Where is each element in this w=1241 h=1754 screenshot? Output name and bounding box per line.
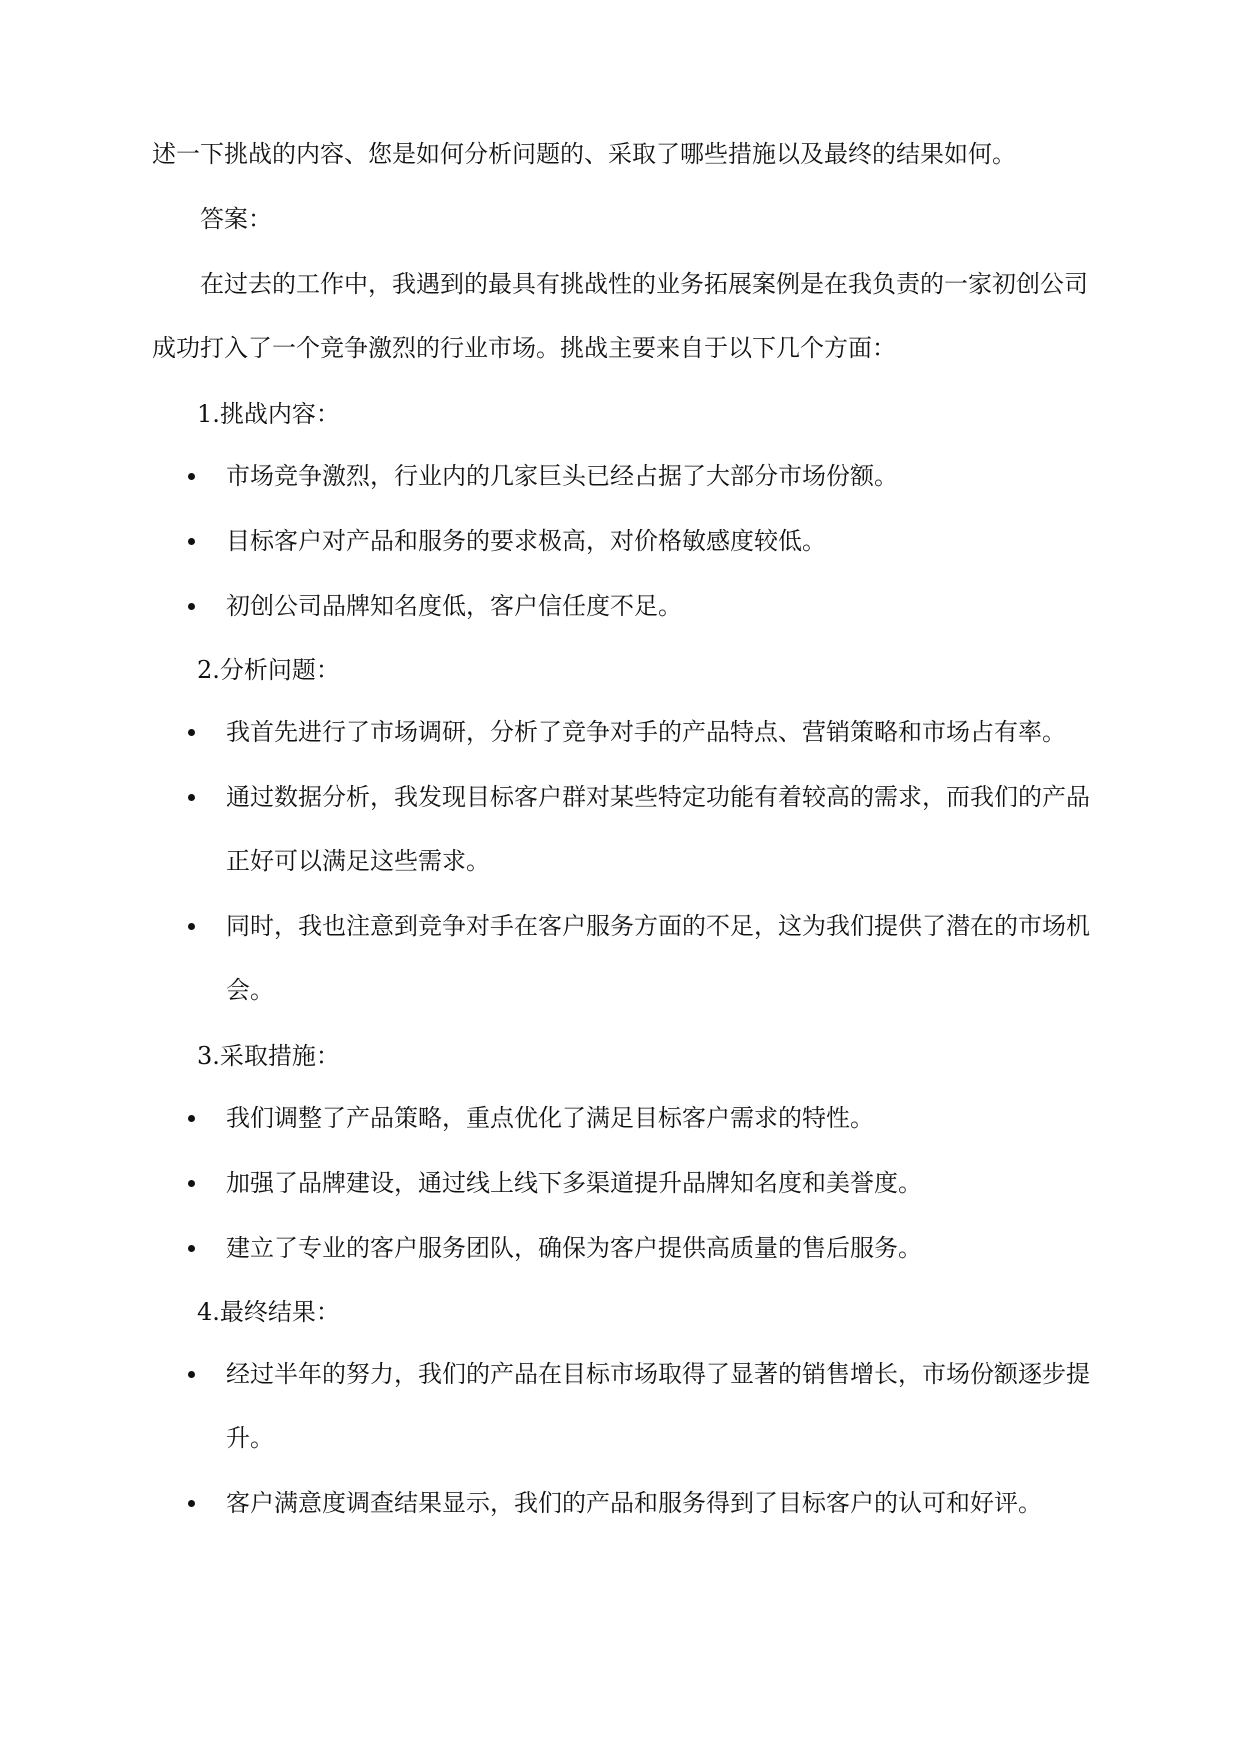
list-item: 我们调整了产品策略，重点优化了满足目标客户需求的特性。 <box>152 1102 1102 1134</box>
section-heading-actions: 3.采取措施： <box>197 1042 340 1070</box>
answer-label: 答案： <box>200 205 272 233</box>
bullet-icon <box>188 729 195 736</box>
bullet-icon <box>188 794 195 801</box>
section-heading-analysis: 2.分析问题： <box>197 656 340 684</box>
list-item: 客户满意度调查结果显示，我们的产品和服务得到了目标客户的认可和好评。 <box>152 1487 1102 1519</box>
section-heading-challenge: 1.挑战内容： <box>197 400 340 428</box>
bullet-icon <box>188 603 195 610</box>
list-item: 目标客户对产品和服务的要求极高，对价格敏感度较低。 <box>152 525 1102 557</box>
intro-line: 述一下挑战的内容、您是如何分析问题的、采取了哪些措施以及最终的结果如何。 <box>152 140 1016 168</box>
summary-paragraph: 在过去的工作中，我遇到的最具有挑战性的业务拓展案例是在我负责的一家初创公司成功打入了一个竞争激烈的行业市场。挑战主要来自于以下几个方面： <box>152 270 1088 362</box>
actions-list <box>152 1102 1102 1264</box>
section-heading-results: 4.最终结果： <box>197 1298 340 1326</box>
document-content <box>152 138 1102 1519</box>
bullet-icon <box>188 473 195 480</box>
list-item: 我首先进行了市场调研，分析了竞争对手的产品特点、营销策略和市场占有率。 <box>152 716 1102 748</box>
bullet-icon <box>188 1371 195 1378</box>
bullet-icon <box>188 923 195 930</box>
list-item: 加强了品牌建设，通过线上线下多渠道提升品牌知名度和美誉度。 <box>152 1167 1102 1199</box>
bullet-icon <box>188 1245 195 1252</box>
list-item: 初创公司品牌知名度低，客户信任度不足。 <box>152 590 1102 622</box>
list-item: 经过半年的努力，我们的产品在目标市场取得了显著的销售增长，市场份额逐步提升。 <box>152 1342 1102 1470</box>
challenge-list <box>152 460 1102 622</box>
results-list <box>152 1342 1102 1519</box>
bullet-icon <box>188 1500 195 1507</box>
bullet-icon <box>188 538 195 545</box>
list-item: 市场竞争激烈，行业内的几家巨头已经占据了大部分市场份额。 <box>152 460 1102 492</box>
list-item: 通过数据分析，我发现目标客户群对某些特定功能有着较高的需求，而我们的产品正好可以满足这些需求。 <box>152 765 1102 893</box>
analysis-list <box>152 716 1102 1022</box>
bullet-icon <box>188 1115 195 1122</box>
list-item: 同时，我也注意到竞争对手在客户服务方面的不足，这为我们提供了潜在的市场机会。 <box>152 894 1102 1022</box>
bullet-icon <box>188 1180 195 1187</box>
list-item: 建立了专业的客户服务团队，确保为客户提供高质量的售后服务。 <box>152 1232 1102 1264</box>
